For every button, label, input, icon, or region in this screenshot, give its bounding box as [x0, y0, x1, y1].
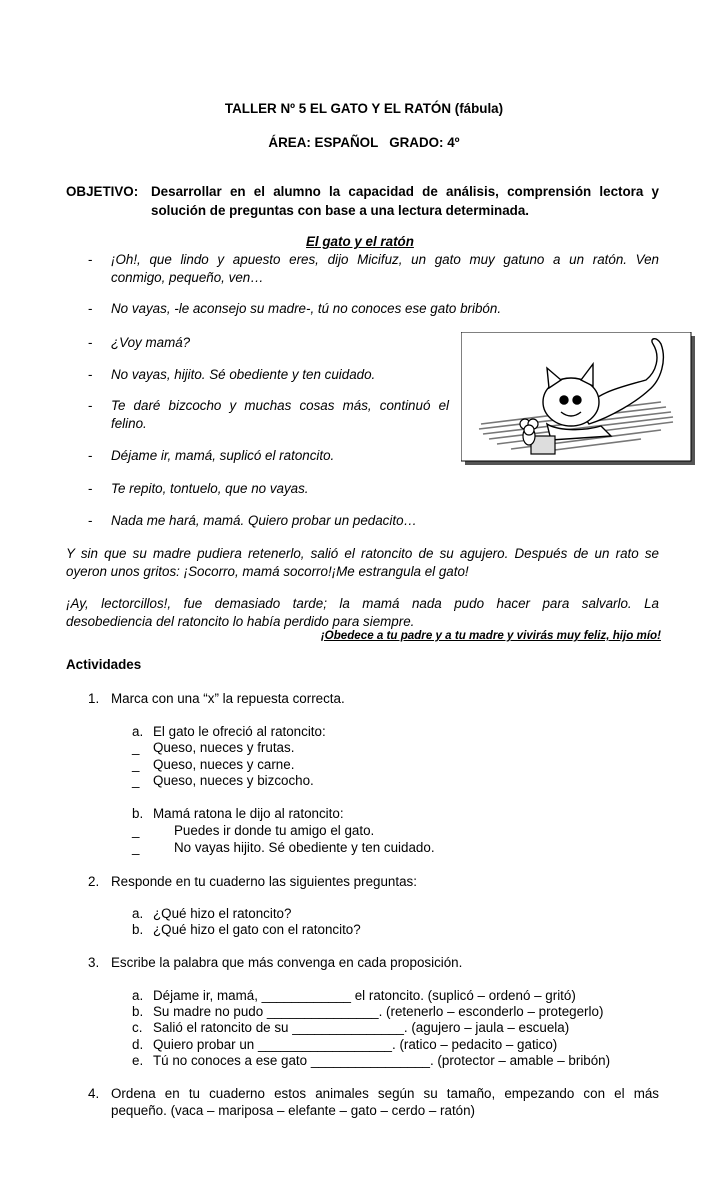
fill-in-sentence: Quiero probar un __________________. (ratico – pedacito – gatico)	[153, 1037, 558, 1052]
answer-blank[interactable]: _	[132, 840, 140, 855]
answer-blank[interactable]: _	[132, 773, 140, 788]
sub-question-label: d.	[132, 1037, 144, 1052]
dialogue-line: ¿Voy mamá?	[111, 335, 191, 350]
question-number: 2.	[88, 874, 100, 889]
sub-question-label: c.	[132, 1020, 143, 1035]
activities-heading: Actividades	[66, 657, 142, 672]
dash-marker: -	[88, 513, 93, 528]
question-number: 1.	[88, 691, 100, 706]
dialogue-line: conmigo, pequeño, ven…	[111, 270, 264, 285]
question-text: Marca con una “x” la repuesta correcta.	[111, 691, 345, 706]
sub-question-label: a.	[132, 906, 144, 921]
sub-question-label: b.	[132, 922, 144, 937]
dash-marker: -	[88, 398, 93, 413]
question-text: pequeño. (vaca – mariposa – elefante – gato – cerdo – ratón)	[111, 1103, 476, 1118]
story-title: El gato y el ratón	[306, 234, 414, 249]
answer-blank[interactable]: _	[132, 740, 140, 755]
cat-mouse-illustration	[461, 332, 697, 467]
answer-option: Queso, nueces y bizcocho.	[153, 773, 314, 788]
dialogue-line: felino.	[111, 416, 147, 431]
sub-question-label: e.	[132, 1053, 144, 1068]
paragraph-line: oyeron unos gritos: ¡Socorro, mamá socorro!¡Me estrangula el gato!	[66, 564, 469, 579]
dialogue-line: Déjame ir, mamá, suplicó el ratoncito.	[111, 448, 335, 463]
worksheet-title: TALLER Nº 5 EL GATO Y EL RATÓN (fábula)	[224, 101, 504, 116]
dialogue-line: Te daré bizcocho y muchas cosas más, continuó el	[111, 398, 449, 413]
sub-question-label: b.	[132, 1004, 144, 1019]
paragraph-line: ¡Ay, lectorcillos!, fue demasiado tarde; la mamá nada pudo hacer para salvarlo. La	[66, 596, 659, 611]
fill-in-sentence: Tú no conoces a ese gato ________________. (protector – amable – bribón)	[153, 1053, 611, 1068]
objective-line-1: Desarrollar en el alumno la capacidad de análisis, comprensión lectora y	[151, 184, 659, 199]
objective-label: OBJETIVO:	[66, 184, 139, 199]
answer-option: Queso, nueces y frutas.	[153, 740, 295, 755]
dialogue-line: Te repito, tontuelo, que no vayas.	[111, 481, 309, 496]
dash-marker: -	[88, 335, 93, 350]
paragraph-line: Y sin que su madre pudiera retenerlo, salió el ratoncito de su agujero. Después de un rato se	[66, 546, 659, 561]
dialogue-line: No vayas, hijito. Sé obediente y ten cuidado.	[111, 367, 376, 382]
dialogue-line: No vayas, -le aconsejo su madre-, tú no conoces ese gato bribón.	[111, 301, 502, 316]
answer-option: Puedes ir donde tu amigo el gato.	[174, 823, 375, 838]
dash-marker: -	[88, 481, 93, 496]
answer-option: Queso, nueces y carne.	[153, 757, 295, 772]
sub-question-text: ¿Qué hizo el ratoncito?	[153, 906, 292, 921]
sub-question-label: a.	[132, 988, 144, 1003]
sub-question-text: El gato le ofreció al ratoncito:	[153, 724, 326, 739]
sub-question-text: ¿Qué hizo el gato con el ratoncito?	[153, 922, 361, 937]
subject-grade: ÁREA: ESPAÑOL GRADO: 4º	[268, 135, 460, 150]
sub-question-text: Mamá ratona le dijo al ratoncito:	[153, 806, 344, 821]
answer-option: No vayas hijito. Sé obediente y ten cuidado.	[174, 840, 435, 855]
fill-in-sentence: Su madre no pudo _______________. (retenerlo – esconderlo – protegerlo)	[153, 1004, 604, 1019]
answer-blank[interactable]: _	[132, 823, 140, 838]
moral-of-story: ¡Obedece a tu padre y a tu madre y vivirás muy feliz, hijo mío!	[320, 629, 661, 642]
dash-marker: -	[88, 252, 93, 267]
question-text: Ordena en tu cuaderno estos animales según su tamaño, empezando con el más	[111, 1086, 659, 1101]
question-text: Escribe la palabra que más convenga en cada proposición.	[111, 955, 463, 970]
dash-marker: -	[88, 367, 93, 382]
fill-in-sentence: Déjame ir, mamá, ____________ el ratoncito. (suplicó – ordenó – gritó)	[153, 988, 576, 1003]
dash-marker: -	[88, 448, 93, 463]
dialogue-line: ¡Oh!, que lindo y apuesto eres, dijo Micifuz, un gato muy gatuno a un ratón. Ven	[111, 252, 659, 267]
question-number: 3.	[88, 955, 100, 970]
cat-mouse-drawing	[461, 332, 697, 467]
dash-marker: -	[88, 301, 93, 316]
answer-blank[interactable]: _	[132, 757, 140, 772]
question-number: 4.	[88, 1086, 100, 1101]
sub-question-label: a.	[132, 724, 144, 739]
dialogue-line: Nada me hará, mamá. Quiero probar un pedacito…	[111, 513, 417, 528]
objective-line-2: solución de preguntas con base a una lectura determinada.	[151, 203, 530, 218]
sub-question-label: b.	[132, 806, 144, 821]
question-text: Responde en tu cuaderno las siguientes preguntas:	[111, 874, 417, 889]
paragraph-line: desobediencia del ratoncito lo había perdido para siempre.	[66, 614, 415, 629]
fill-in-sentence: Salió el ratoncito de su _______________. (agujero – jaula – escuela)	[153, 1020, 570, 1035]
